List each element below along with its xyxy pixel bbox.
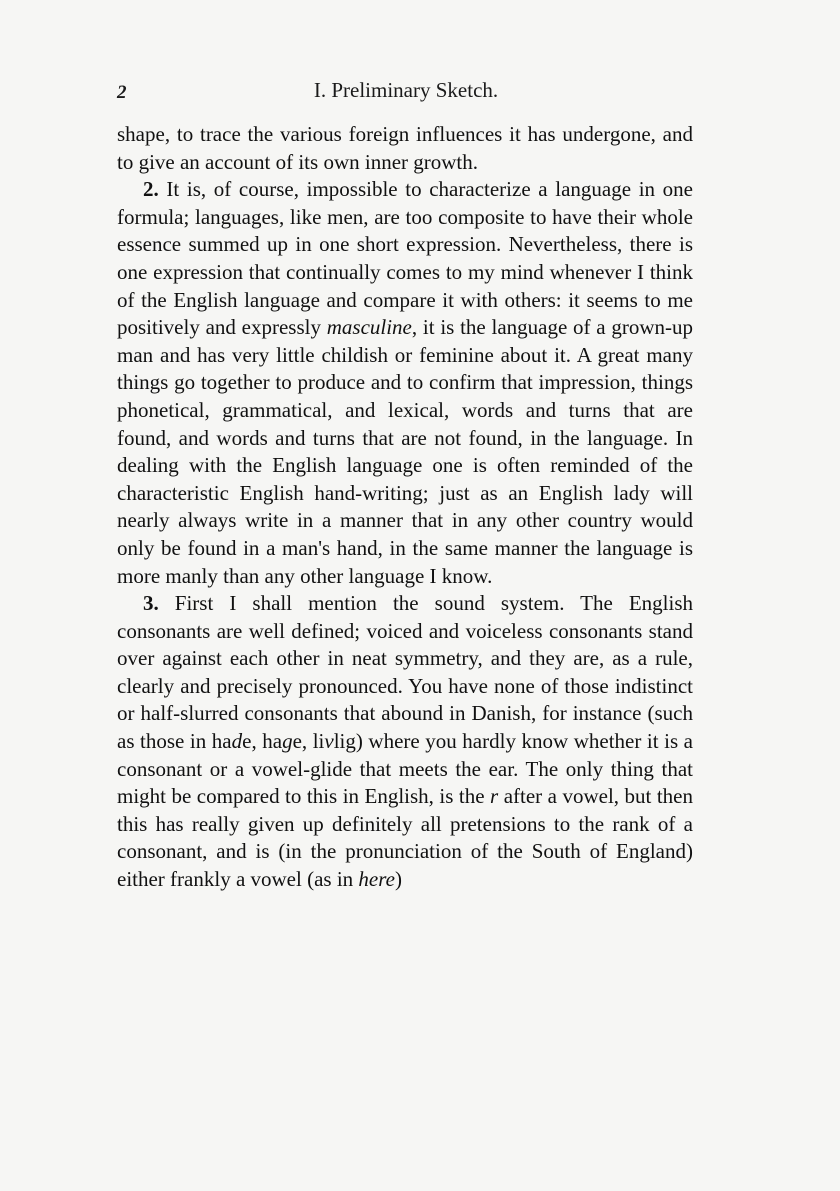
page-header — [117, 76, 695, 106]
italic-text: v — [324, 729, 334, 754]
body-text — [117, 121, 693, 894]
running-head: I. Preliminary Sketch. — [313, 78, 499, 102]
text-run: after a vowel, but then this has really given up definitely all pretensions to the rank of a consonant, and is (in the pronunciation of the South of England) either frankly a vowel (as in — [117, 784, 693, 892]
text-run: First I shall mention the sound system. The English consonants are well defined; voiced and voiceless consonants stand over against each other in neat symmetry, and they are, as a rule, clearly and precisely pronounced. You have none of those indistinct or half-slurred consonants that abound in Danish, for instance (such as those in ha — [117, 591, 693, 754]
text-run: It is, of course, impossible to characterize a language in one formula; languages, like men, are too composite to have their whole essence summed up in one short expression. Nevertheless, there is one expression that continually comes to my mind whenever I think of the English language and compare it with others: it seems to me positively and expressly — [117, 177, 693, 340]
text-run: shape, to trace the various foreign influences it has undergone, and to give an account of its own inner growth. — [117, 122, 693, 174]
paragraph — [117, 590, 693, 894]
paragraph — [117, 176, 693, 590]
section-number: 3. — [143, 591, 159, 616]
text-run: e, ha — [242, 729, 283, 754]
italic-text: here — [358, 867, 395, 892]
text-run: e, li — [292, 729, 325, 754]
text-run: ) — [394, 867, 402, 892]
italic-text: d — [231, 729, 243, 754]
text-run: , it is the language of a grown-up man and has very little childish or feminine about it. A great many things go together to produce and to confirm that impression, things phonetical, grammatical, and lexical, words and turns that are found, and words and turns that are not found, in the language. In dealing with the English language one is often reminded of the characteristic English hand-writing; just as an English lady will nearly always write in a manner that in any other country would only be found in a man's hand, in the same manner the language is more manly than any other language I know. — [117, 315, 694, 588]
italic-text: g — [282, 729, 293, 754]
italic-text: r — [490, 784, 499, 809]
section-number: 2. — [143, 177, 159, 202]
text-run: lig) where you hardly know whether it is a consonant or a vowel-glide that meets the ear. The only thing that might be compared to this in English, is the — [117, 729, 693, 809]
page-number: 2 — [117, 82, 127, 103]
italic-text: masculine — [326, 315, 412, 340]
paragraph — [117, 121, 693, 176]
